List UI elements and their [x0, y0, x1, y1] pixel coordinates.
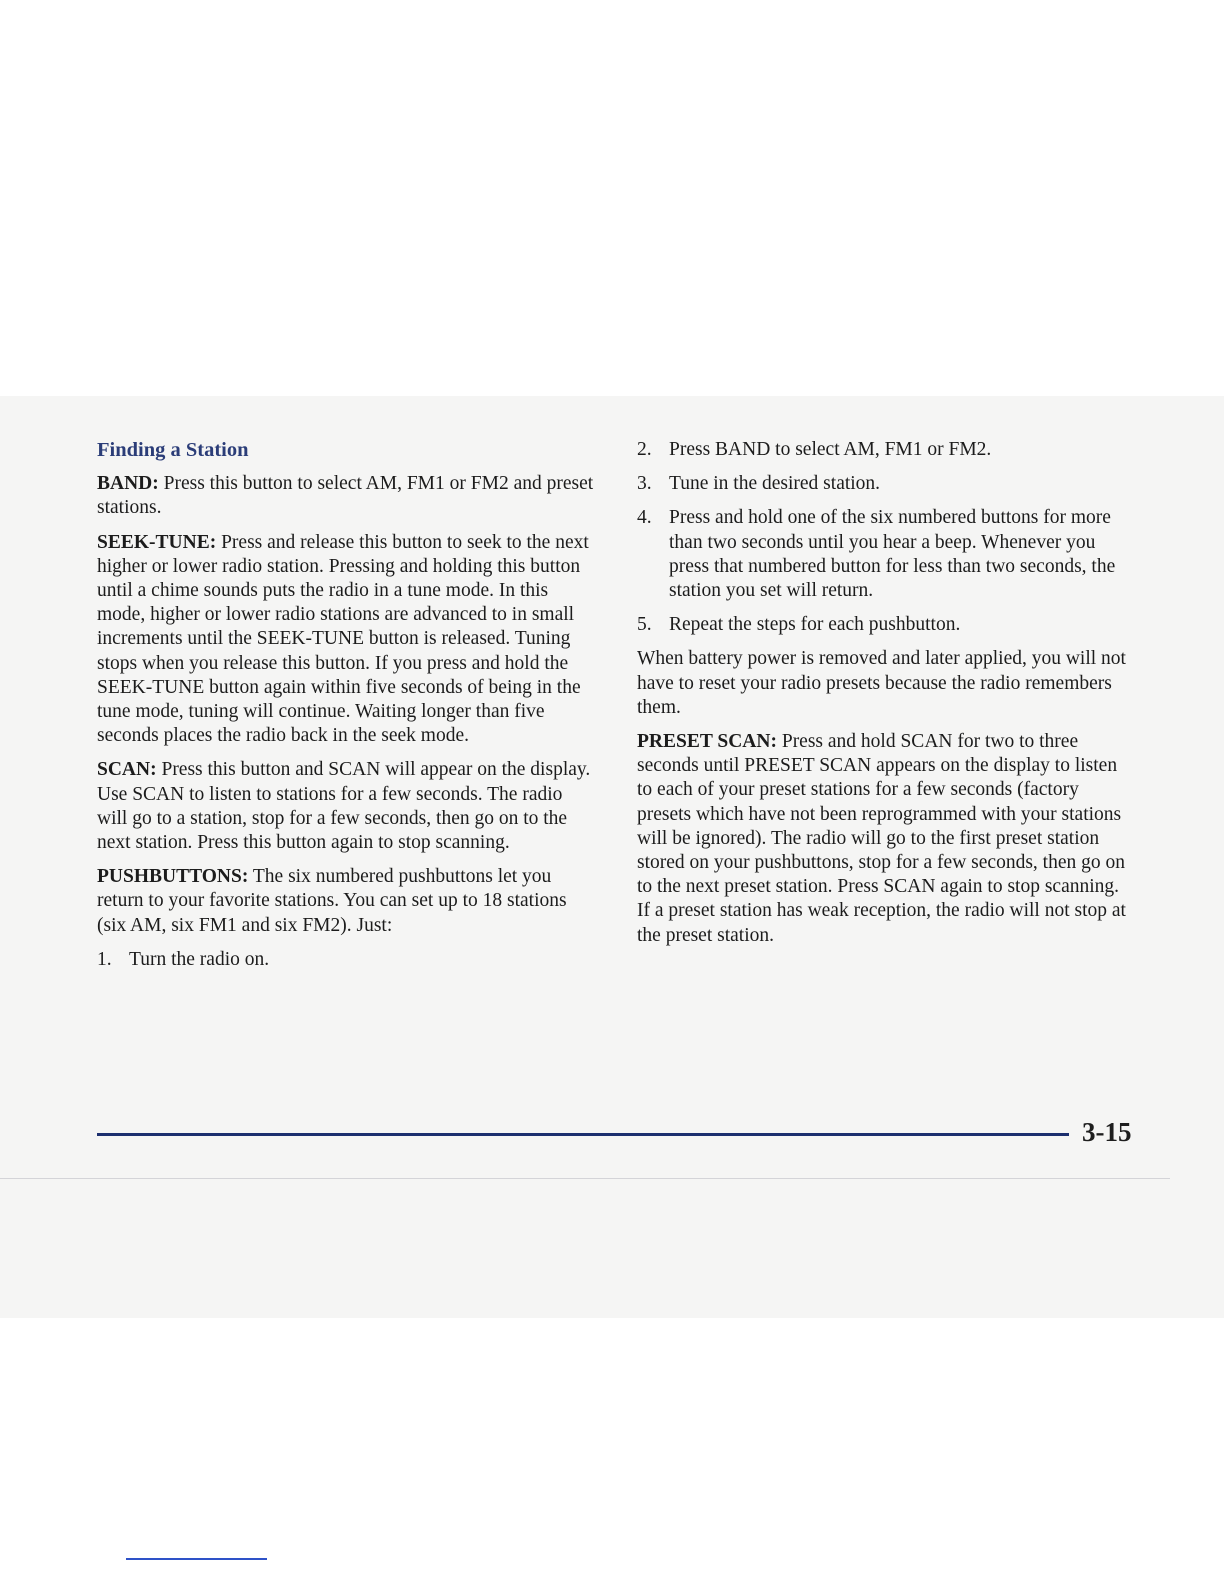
step-text: Repeat the steps for each pushbutton. — [669, 614, 961, 636]
seek-tune-text: Press and release this button to seek to the next higher or lower radio station. Pressing and holding this button until a chime sounds puts the radio in a tune mode. In this mode, higher or lower radio stations are advanced to in small increments until the SEEK-TUNE button is released. Tuning stops when you release this button. If you press and hold the SEEK-TUNE button again within five seconds of being in the tune mode, tuning will continue. Waiting longer than five seconds places the radio back in the seek mode. — [97, 531, 589, 747]
pushbuttons-text: The six numbered pushbuttons let you return to your favorite stations. You can set up to 18 stations (six AM, six FM1 and six FM2). Just: — [97, 866, 567, 936]
page-number: 3-15 — [1082, 1117, 1132, 1147]
step-item — [637, 506, 1127, 603]
seek-tune-term: SEEK-TUNE: — [97, 531, 217, 553]
band-text: Press this button to select AM, FM1 or FM2 and preset stations. — [97, 473, 594, 519]
step-text: Turn the radio on. — [129, 948, 270, 970]
pushbuttons-paragraph — [97, 865, 597, 938]
step-number: 1. — [97, 948, 112, 970]
section-heading: Finding a Station — [97, 439, 249, 461]
step-number: 4. — [637, 507, 652, 529]
step-number: 2. — [637, 439, 652, 460]
stray-blue-line — [126, 1558, 267, 1560]
battery-note-paragraph: When battery power is removed and later applied, you will not have to reset your radio presets because the radio remembers them. — [637, 648, 1126, 718]
pushbuttons-term: PUSHBUTTONS: — [97, 866, 249, 888]
left-column — [97, 438, 597, 982]
step-number: 5. — [637, 614, 652, 636]
right-column — [637, 438, 1127, 958]
step-text: Tune in the desired station. — [669, 473, 881, 495]
scan-term: SCAN: — [97, 759, 157, 781]
footer-rule — [97, 1133, 1069, 1136]
preset-scan-paragraph — [637, 730, 1127, 948]
seek-tune-paragraph — [97, 531, 597, 749]
step-text: Press and hold one of the six numbered buttons for more than two seconds until you hear a beep. Whenever you press that numbered button for less than two seconds, the station you set will return. — [669, 507, 1116, 602]
scan-edge-line — [0, 1178, 1170, 1179]
band-paragraph — [97, 472, 597, 520]
step-number: 3. — [637, 473, 652, 495]
scan-text: Press this button and SCAN will appear on the display. Use SCAN to listen to stations for a few seconds. The radio will go to a station, stop for a few seconds, then go on to the next station. Press this button again to stop scanning. — [97, 759, 591, 854]
band-term: BAND: — [97, 473, 159, 495]
step-item — [97, 948, 597, 972]
step-item — [637, 472, 1127, 496]
preset-scan-term: PRESET SCAN: — [637, 731, 777, 753]
scan-paragraph — [97, 758, 597, 855]
preset-scan-text: Press and hold SCAN for two to three seconds until PRESET SCAN appears on the display to listen to each of your preset stations for a few seconds (factory presets which have not been reprogrammed with your stations will be ignored). The radio will go to the first preset station stored on your pushbuttons, stop for a few seconds, then go on to the next preset station. Press SCAN again to stop scanning. If a preset station has weak reception, the radio will not stop at the preset station. — [637, 731, 1126, 946]
step-item — [637, 613, 1127, 637]
step-item — [637, 438, 1127, 462]
step-text: Press BAND to select AM, FM1 or FM2. — [669, 439, 992, 460]
